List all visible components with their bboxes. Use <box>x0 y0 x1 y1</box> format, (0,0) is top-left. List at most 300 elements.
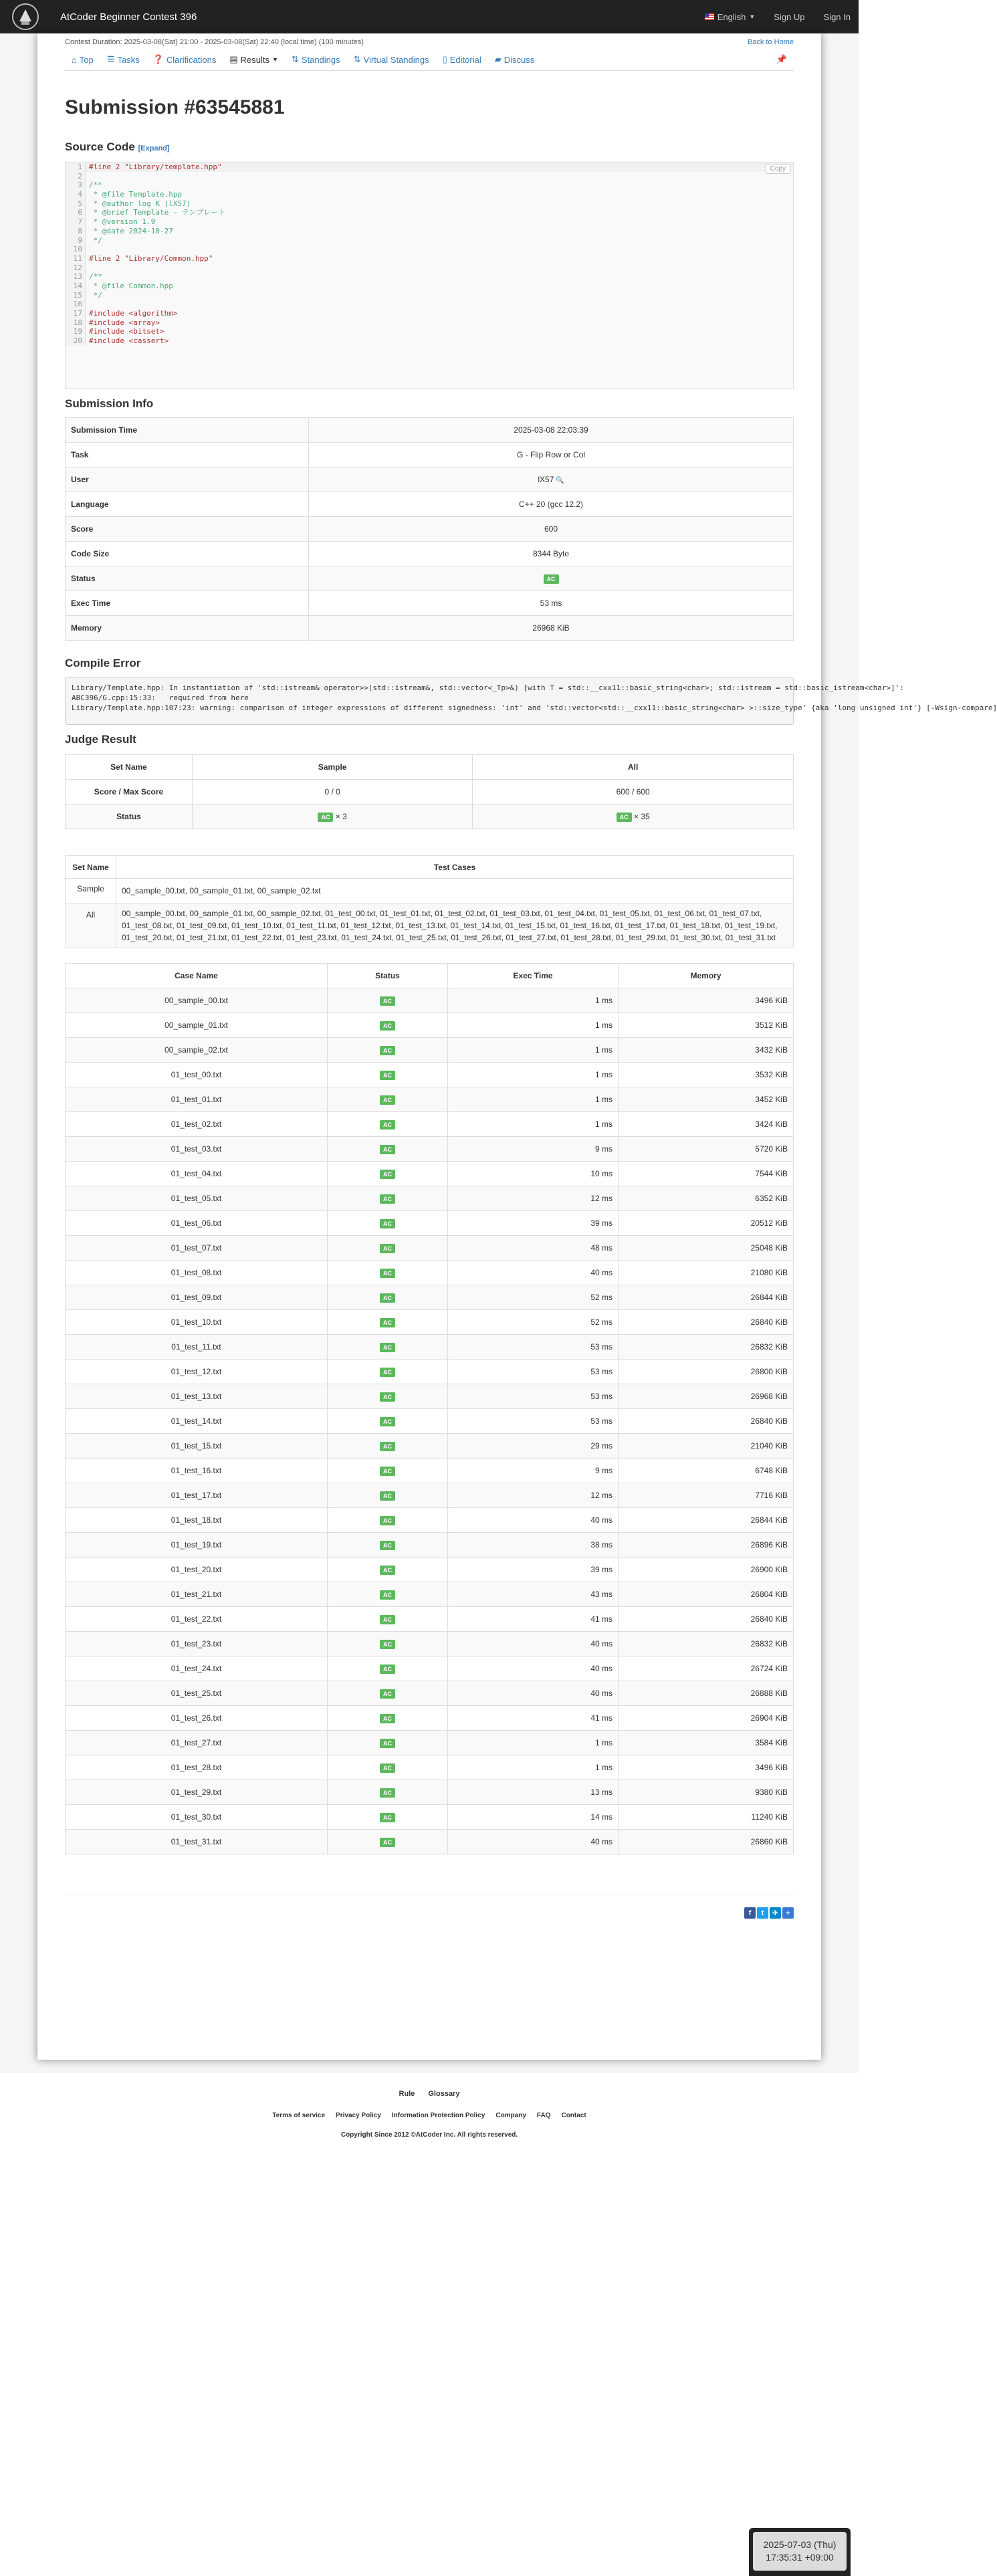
info-value-cell <box>309 467 794 492</box>
table-row <box>66 1805 794 1830</box>
case-memory: 3432 KiB <box>619 1038 794 1063</box>
sample-test-cases: 00_sample_00.txt, 00_sample_01.txt, 00_sample_02.txt <box>116 879 794 903</box>
code-line <box>66 327 793 336</box>
case-exec-time: 40 ms <box>448 1508 619 1533</box>
code-line <box>66 172 793 181</box>
info-row <box>66 443 794 467</box>
atcoder-logo[interactable] <box>8 0 43 33</box>
code-line <box>66 217 793 227</box>
table-row <box>66 1384 794 1409</box>
status-badge: AC <box>380 1417 395 1426</box>
case-exec-time: 1 ms <box>448 1731 619 1755</box>
status-badge: AC <box>380 1838 395 1847</box>
code-line <box>66 163 793 172</box>
case-exec-time: 48 ms <box>448 1236 619 1261</box>
telegram-share-icon[interactable]: ✈ <box>770 1907 781 1919</box>
plus-share-icon[interactable]: + <box>782 1907 794 1919</box>
set-name-header: Set Name <box>66 755 193 780</box>
table-row <box>66 1483 794 1508</box>
code-line <box>66 254 793 263</box>
contest-nav-tabs <box>65 49 794 71</box>
case-name: 01_test_10.txt <box>66 1310 328 1335</box>
table-row <box>66 1087 794 1112</box>
language-label: English <box>717 11 746 22</box>
tab-virtual-standings[interactable] <box>347 54 436 65</box>
case-result-table <box>65 963 794 1854</box>
table-row <box>66 1706 794 1731</box>
tab-tasks[interactable] <box>100 54 146 65</box>
case-status-cell <box>328 1632 448 1656</box>
case-status-cell <box>328 1162 448 1186</box>
case-status-cell <box>328 1409 448 1434</box>
sort-icon: ⇅ <box>291 54 299 64</box>
footer-rule-link[interactable]: Rule <box>399 2090 415 2098</box>
case-memory: 26804 KiB <box>619 1582 794 1607</box>
status-badge: AC <box>380 1046 395 1055</box>
info-value-cell <box>309 542 794 566</box>
line-number: 4 <box>66 190 86 199</box>
test-cases-header: Test Cases <box>116 856 794 879</box>
case-name: 01_test_09.txt <box>66 1285 328 1310</box>
case-status-cell <box>328 1384 448 1409</box>
table-row <box>66 1236 794 1261</box>
score-label: Score / Max Score <box>66 780 193 804</box>
tab-clarifications[interactable] <box>146 54 223 65</box>
case-status-cell <box>328 1830 448 1854</box>
table-row <box>66 988 794 1013</box>
tab-discuss-label: Discuss <box>504 54 535 65</box>
case-name: 01_test_13.txt <box>66 1384 328 1409</box>
case-name: 01_test_17.txt <box>66 1483 328 1508</box>
sample-header: Sample <box>193 755 473 780</box>
table-row <box>66 1731 794 1755</box>
code-line <box>66 282 793 291</box>
line-number: 16 <box>66 300 86 309</box>
footer-link[interactable]: Privacy Policy <box>336 2112 381 2119</box>
code-line <box>66 181 793 190</box>
sign-up-link[interactable]: Sign Up <box>774 11 805 22</box>
case-exec-time: 40 ms <box>448 1681 619 1706</box>
line-number: 10 <box>66 245 86 254</box>
case-name: 01_test_27.txt <box>66 1731 328 1755</box>
info-label: Status <box>66 566 309 591</box>
case-name: 00_sample_02.txt <box>66 1038 328 1063</box>
code-text <box>86 300 89 309</box>
tab-clarifications-label: Clarifications <box>166 54 217 65</box>
status-badge: AC <box>380 1467 395 1476</box>
info-value: C++ 20 (gcc 12.2) <box>518 500 584 509</box>
all-count: × 35 <box>633 811 650 821</box>
table-row <box>66 1558 794 1582</box>
code-line <box>66 318 793 328</box>
line-number: 9 <box>66 236 86 245</box>
table-row <box>66 1582 794 1607</box>
case-exec-time: 53 ms <box>448 1409 619 1434</box>
case-memory: 5720 KiB <box>619 1137 794 1162</box>
code-line <box>66 227 793 236</box>
case-name-header[interactable]: Case Name <box>66 964 328 988</box>
info-value: 26968 KiB <box>532 623 570 633</box>
table-row <box>66 1780 794 1805</box>
case-memory: 7544 KiB <box>619 1162 794 1186</box>
table-row <box>66 1459 794 1483</box>
table-row <box>66 1038 794 1063</box>
table-row <box>66 1755 794 1780</box>
info-value: 8344 Byte <box>532 549 570 558</box>
case-status-cell <box>328 1755 448 1780</box>
tab-editorial-label: Editorial <box>449 54 481 65</box>
case-name: 01_test_19.txt <box>66 1533 328 1558</box>
status-label: Status <box>66 804 193 829</box>
footer-link[interactable]: Company <box>495 2112 526 2119</box>
case-memory: 26844 KiB <box>619 1285 794 1310</box>
footer-link[interactable]: Terms of service <box>272 2112 326 2119</box>
case-name: 01_test_04.txt <box>66 1162 328 1186</box>
case-name: 01_test_22.txt <box>66 1607 328 1632</box>
case-exec-time: 39 ms <box>448 1558 619 1582</box>
back-to-home-link[interactable]: Back to Home <box>747 38 794 46</box>
case-memory: 21040 KiB <box>619 1434 794 1459</box>
case-memory: 3424 KiB <box>619 1112 794 1137</box>
case-name: 00_sample_00.txt <box>66 988 328 1013</box>
case-exec-time: 9 ms <box>448 1459 619 1483</box>
search-icon[interactable]: 🔍 <box>554 477 564 484</box>
caret-down-icon: ▼ <box>749 13 756 20</box>
case-status-cell <box>328 1508 448 1533</box>
case-status-cell <box>328 1112 448 1137</box>
table-row <box>66 1137 794 1162</box>
case-name: 01_test_12.txt <box>66 1360 328 1384</box>
table-row <box>66 1310 794 1335</box>
expand-link[interactable]: [Expand] <box>138 144 170 152</box>
tab-top-label: Top <box>79 54 94 65</box>
copyright: Copyright Since 2012 ©AtCoder Inc. All rights reserved. <box>340 2131 518 2139</box>
case-name: 01_test_11.txt <box>66 1335 328 1360</box>
case-exec-time: 40 ms <box>448 1632 619 1656</box>
case-status-cell <box>328 1731 448 1755</box>
case-status-cell <box>328 1013 448 1038</box>
language-dropdown[interactable] <box>705 12 756 22</box>
case-status-cell <box>328 1681 448 1706</box>
case-exec-time: 52 ms <box>448 1285 619 1310</box>
info-value-cell <box>309 443 794 467</box>
case-memory: 3496 KiB <box>619 988 794 1013</box>
info-row <box>66 418 794 443</box>
code-text: */ <box>89 290 102 300</box>
status-badge: AC <box>380 1541 395 1550</box>
footer-link[interactable]: Contact <box>561 2112 586 2119</box>
status-badge: AC <box>380 1665 395 1674</box>
task-link[interactable]: G - Flip Row or Col <box>516 450 586 459</box>
case-status-cell <box>328 1063 448 1087</box>
case-memory: 26888 KiB <box>619 1681 794 1706</box>
case-status-cell <box>328 1582 448 1607</box>
code-lines <box>66 163 793 346</box>
status-badge: AC <box>380 1763 395 1773</box>
case-exec-time: 1 ms <box>448 1112 619 1137</box>
code-line <box>66 309 793 318</box>
status-badge: AC <box>380 1219 395 1228</box>
case-status-cell <box>328 988 448 1013</box>
compile-error-heading: Compile Error <box>65 657 141 669</box>
case-status-cell <box>328 1434 448 1459</box>
case-exec-time: 1 ms <box>448 1755 619 1780</box>
line-number: 17 <box>66 309 86 318</box>
case-status-cell <box>328 1607 448 1632</box>
case-status-cell <box>328 1706 448 1731</box>
info-value: 2025-03-08 22:03:39 <box>514 425 588 435</box>
case-status-cell <box>328 1656 448 1681</box>
info-row <box>66 566 794 591</box>
pin-icon[interactable]: 📌 <box>776 54 787 64</box>
tab-discuss[interactable] <box>488 54 542 65</box>
info-value-cell <box>309 566 794 591</box>
case-name: 01_test_20.txt <box>66 1558 328 1582</box>
info-label: Exec Time <box>66 591 309 616</box>
case-memory: 26840 KiB <box>619 1607 794 1632</box>
top-navbar <box>0 0 859 33</box>
code-text: /** <box>89 272 102 282</box>
code-text: */ <box>89 235 102 245</box>
case-exec-time: 1 ms <box>448 1038 619 1063</box>
memory-header[interactable]: Memory <box>619 964 794 988</box>
tab-editorial[interactable] <box>436 54 488 65</box>
clock-time: 17:35:31 +09:00 <box>766 2552 834 2563</box>
table-row <box>66 1681 794 1706</box>
case-name: 01_test_29.txt <box>66 1780 328 1805</box>
info-row <box>66 542 794 566</box>
code-line <box>66 272 793 282</box>
table-row <box>66 1335 794 1360</box>
status-badge: AC <box>380 1813 395 1822</box>
sign-in-link[interactable]: Sign In <box>823 11 851 22</box>
case-exec-time: 40 ms <box>448 1830 619 1854</box>
status-badge: AC <box>380 1590 395 1600</box>
status-badge: AC <box>380 1615 395 1624</box>
case-name: 01_test_14.txt <box>66 1409 328 1434</box>
us-flag-icon <box>705 13 714 20</box>
status-header[interactable]: Status <box>328 964 448 988</box>
case-status-cell <box>328 1310 448 1335</box>
tab-standings[interactable] <box>285 54 347 65</box>
table-row <box>66 1434 794 1459</box>
info-row <box>66 517 794 542</box>
code-text <box>86 245 89 254</box>
line-number: 13 <box>66 272 86 282</box>
case-status-cell <box>328 1558 448 1582</box>
info-label: Code Size <box>66 542 309 566</box>
table-row <box>66 1162 794 1186</box>
case-exec-time: 39 ms <box>448 1211 619 1236</box>
info-row <box>66 492 794 517</box>
case-exec-time: 53 ms <box>448 1384 619 1409</box>
code-line <box>66 263 793 273</box>
tab-results-label: Results <box>240 54 269 65</box>
footer-glossary-link[interactable]: Glossary <box>428 2090 460 2098</box>
case-memory: 26800 KiB <box>619 1360 794 1384</box>
case-memory: 26900 KiB <box>619 1558 794 1582</box>
copy-button[interactable]: Copy <box>766 164 790 174</box>
status-badge: AC <box>380 1145 395 1154</box>
status-badge: AC <box>380 1244 395 1253</box>
compile-error-box: Library/Template.hpp: In instantiation of 'std::istream& operator>>(std::istream&, std::vector<_Tp>&) [with T = std::__cxx11::basic_string<char>; std::istream = ABC396/G.cpp:15:33: required from here Library/Template.hpp:107:23: warning: comparison of integer expressions of different signedness: 'int' and 'std::vector<std::__cxx11::basic_string<char> >::size_type' {aka unsigned int'} [-Wsign-compare] <box>65 677 794 725</box>
sample-score: 0 / 0 <box>193 780 473 804</box>
case-status-cell <box>328 1211 448 1236</box>
code-text: * @brief Template - テンプレート <box>89 208 226 217</box>
case-exec-time: 40 ms <box>448 1656 619 1681</box>
table-row <box>66 1186 794 1211</box>
tab-top[interactable] <box>65 55 100 65</box>
table-row <box>66 1063 794 1087</box>
status-badge: AC <box>380 1442 395 1451</box>
code-line <box>66 300 793 309</box>
status-badge: AC <box>380 1293 395 1303</box>
question-icon: ❓ <box>152 54 164 64</box>
case-name: 01_test_07.txt <box>66 1236 328 1261</box>
case-status-cell <box>328 1459 448 1483</box>
submission-info-heading: Submission Info <box>65 397 154 410</box>
home-icon: ⌂ <box>72 54 77 65</box>
case-status-cell <box>328 1087 448 1112</box>
case-status-cell <box>328 1285 448 1310</box>
source-code-box[interactable] <box>65 162 794 389</box>
code-line <box>66 291 793 300</box>
case-exec-time: 53 ms <box>448 1335 619 1360</box>
case-memory: 26844 KiB <box>619 1508 794 1533</box>
status-badge: AC <box>380 1516 395 1525</box>
facebook-share-icon[interactable]: f <box>744 1907 756 1919</box>
case-status-cell <box>328 1137 448 1162</box>
case-memory: 6352 KiB <box>619 1186 794 1211</box>
case-name: 01_test_25.txt <box>66 1681 328 1706</box>
user-link[interactable]: lX57 <box>538 475 554 484</box>
code-text: /** <box>89 181 102 190</box>
case-name: 01_test_01.txt <box>66 1087 328 1112</box>
all-header: All <box>473 755 794 780</box>
table-row <box>66 1533 794 1558</box>
case-status-cell <box>328 1335 448 1360</box>
case-memory: 26832 KiB <box>619 1335 794 1360</box>
info-value: 53 ms <box>540 599 562 608</box>
code-text: #include <cassert> <box>89 336 169 346</box>
sort-icon: ⇅ <box>353 54 361 64</box>
status-badge: AC <box>617 813 632 822</box>
line-number: 15 <box>66 291 86 300</box>
case-memory: 26904 KiB <box>619 1706 794 1731</box>
footer-link[interactable]: FAQ <box>536 2112 551 2119</box>
case-exec-time: 52 ms <box>448 1310 619 1335</box>
line-number: 7 <box>66 217 86 227</box>
case-status-cell <box>328 1780 448 1805</box>
info-row <box>66 467 794 492</box>
comment-icon: ▰ <box>494 54 502 64</box>
status-badge: AC <box>380 1120 395 1130</box>
clock-date: 2025-07-03 (Thu) <box>763 2539 837 2550</box>
results-icon: ▤ <box>229 54 238 64</box>
info-value: 600 <box>544 524 558 534</box>
code-line <box>66 336 793 346</box>
status-badge: AC <box>380 1689 395 1699</box>
case-name: 01_test_00.txt <box>66 1063 328 1087</box>
status-badge: AC <box>380 1788 395 1798</box>
case-status-cell <box>328 1483 448 1508</box>
status-badge: AC <box>380 1071 395 1080</box>
table-row <box>66 1632 794 1656</box>
case-memory: 3496 KiB <box>619 1755 794 1780</box>
set-name-sample: Sample <box>66 879 116 903</box>
twitter-share-icon[interactable]: t <box>757 1907 768 1919</box>
info-row <box>66 591 794 616</box>
status-badge: AC <box>318 813 333 822</box>
case-memory: 20512 KiB <box>619 1211 794 1236</box>
line-number: 14 <box>66 282 86 291</box>
main-container <box>37 33 997 2060</box>
case-name: 01_test_31.txt <box>66 1830 328 1854</box>
line-number: 6 <box>66 208 86 217</box>
list-icon: ☰ <box>106 54 115 64</box>
code-text: * @date 2024-10-27 <box>89 226 173 235</box>
contest-title-link[interactable]: AtCoder Beginner Contest 396 <box>60 11 197 23</box>
case-memory: 6748 KiB <box>619 1459 794 1483</box>
line-number: 20 <box>66 336 86 346</box>
code-line <box>66 199 793 209</box>
case-status-cell <box>328 1360 448 1384</box>
code-text: * @version 1.9 <box>89 217 156 227</box>
case-name: 01_test_05.txt <box>66 1186 328 1211</box>
all-score: 600 / 600 <box>473 780 794 804</box>
case-memory: 3452 KiB <box>619 1087 794 1112</box>
case-exec-time: 1 ms <box>448 1013 619 1038</box>
line-number: 12 <box>66 263 86 273</box>
status-badge: AC <box>380 1095 395 1105</box>
case-name: 01_test_02.txt <box>66 1112 328 1137</box>
line-number: 19 <box>66 327 86 336</box>
all-status-cell <box>473 804 794 829</box>
exec-time-header[interactable]: Exec Time <box>448 964 619 988</box>
info-label: Task <box>66 443 309 467</box>
status-badge: AC <box>544 574 559 584</box>
tab-results[interactable] <box>223 54 285 65</box>
table-row <box>66 1360 794 1384</box>
code-line <box>66 236 793 245</box>
case-exec-time: 13 ms <box>448 1780 619 1805</box>
case-exec-time: 38 ms <box>448 1533 619 1558</box>
info-value-cell <box>309 492 794 517</box>
fixed-clock <box>749 2528 851 2576</box>
info-value-cell <box>309 616 794 641</box>
case-status-cell <box>328 1038 448 1063</box>
case-memory: 26724 KiB <box>619 1656 794 1681</box>
code-text: #include <bitset> <box>89 327 164 336</box>
case-name: 01_test_15.txt <box>66 1434 328 1459</box>
footer <box>0 2090 859 2139</box>
case-exec-time: 1 ms <box>448 988 619 1013</box>
book-icon: ▯ <box>442 54 447 64</box>
case-memory: 26840 KiB <box>619 1310 794 1335</box>
table-row <box>66 1607 794 1632</box>
footer-link[interactable]: Information Protection Policy <box>391 2112 485 2119</box>
case-exec-time: 53 ms <box>448 1360 619 1384</box>
info-value-cell <box>309 517 794 542</box>
code-text: #include <algorithm> <box>89 309 178 318</box>
case-memory: 3512 KiB <box>619 1013 794 1038</box>
case-memory: 26860 KiB <box>619 1830 794 1854</box>
case-exec-time: 9 ms <box>448 1137 619 1162</box>
status-badge: AC <box>380 996 395 1006</box>
case-name: 01_test_03.txt <box>66 1137 328 1162</box>
case-exec-time: 12 ms <box>448 1186 619 1211</box>
case-memory: 26832 KiB <box>619 1632 794 1656</box>
